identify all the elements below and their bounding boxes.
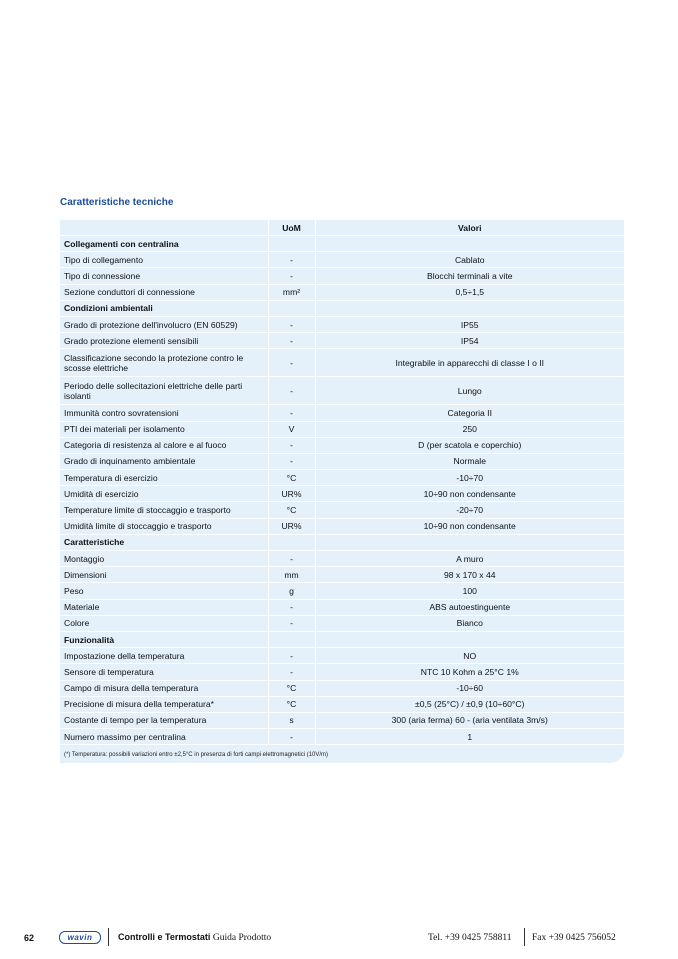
row-value: D (per scatola e coperchio) [315,437,624,453]
spec-table [60,220,624,745]
table-row [60,470,624,486]
table-row [60,567,624,583]
table-row [60,437,624,453]
table-row [60,349,624,377]
row-value: NO [315,648,624,664]
row-label: Classificazione secondo la protezione contro le scosse elettriche [60,349,268,377]
row-value: A muro [315,551,624,567]
row-uom: g [268,583,315,599]
row-uom: °C [268,470,315,486]
row-uom: - [268,551,315,567]
group-value-empty [315,534,624,550]
row-uom: - [268,453,315,469]
row-value: IP54 [315,333,624,349]
row-value: Normale [315,453,624,469]
row-value: ±0,5 (25°C) / ±0,9 (10÷60°C) [315,696,624,712]
row-label: Temperatura di esercizio [60,470,268,486]
row-label: Montaggio [60,551,268,567]
group-uom-empty [268,300,315,316]
header-values: Valori [315,220,624,236]
table-row [60,268,624,284]
row-value: IP55 [315,316,624,332]
table-group-row [60,631,624,647]
row-uom: °C [268,502,315,518]
row-label: Grado di protezione dell'involucro (EN 60529) [60,316,268,332]
row-value: 0,5÷1,5 [315,284,624,300]
row-uom: V [268,421,315,437]
table-row [60,551,624,567]
row-label: PTI dei materiali per isolamento [60,421,268,437]
row-label: Costante di tempo per la temperatura [60,712,268,728]
row-label: Grado protezione elementi sensibili [60,333,268,349]
footer-tel: Tel. +39 0425 758811 [428,933,512,943]
table-header-row [60,220,624,236]
row-value: Bianco [315,615,624,631]
group-label: Condizioni ambientali [60,300,268,316]
row-label: Colore [60,615,268,631]
table-row [60,252,624,268]
row-label: Numero massimo per centralina [60,729,268,745]
row-label: Peso [60,583,268,599]
table-row [60,502,624,518]
row-uom: mm² [268,284,315,300]
wavin-logo: wavin [59,931,101,944]
row-label: Sezione conduttori di connessione [60,284,268,300]
row-value: -20÷70 [315,502,624,518]
group-uom-empty [268,534,315,550]
row-value: NTC 10 Kohm a 25°C 1% [315,664,624,680]
row-value: Integrabile in apparecchi di classe I o II [315,349,624,377]
row-uom: UR% [268,518,315,534]
row-value: 98 x 170 x 44 [315,567,624,583]
table-row [60,284,624,300]
table-row [60,615,624,631]
row-label: Impostazione della temperatura [60,648,268,664]
row-value: Cablato [315,252,624,268]
footnote: (*) Temperatura: possibili variazioni entro ±2,5°C in presenza di forti campi elettromagnetici (10V/m) [64,752,329,758]
table-row [60,648,624,664]
row-uom: - [268,648,315,664]
row-label: Periodo delle sollecitazioni elettriche delle parti isolanti [60,377,268,405]
row-uom: - [268,615,315,631]
row-uom: UR% [268,486,315,502]
row-value: 250 [315,421,624,437]
row-uom: - [268,268,315,284]
row-value: Categoria II [315,405,624,421]
footer-divider [108,928,109,946]
row-label: Grado di inquinamento ambientale [60,453,268,469]
row-uom: mm [268,567,315,583]
table-row [60,453,624,469]
row-label: Tipo di collegamento [60,252,268,268]
row-label: Temperature limite di stoccaggio e trasporto [60,502,268,518]
table-row [60,680,624,696]
footer-fax: Fax +39 0425 756052 [532,933,616,943]
group-value-empty [315,236,624,252]
footer-brand-subtitle: Guida Prodotto [212,933,272,943]
group-label: Funzionalità [60,631,268,647]
row-label: Umidità limite di stoccaggio e trasporto [60,518,268,534]
group-value-empty [315,300,624,316]
row-uom: s [268,712,315,728]
table-row [60,405,624,421]
row-value: Blocchi terminali a vite [315,268,624,284]
row-label: Campo di misura della temperatura [60,680,268,696]
row-label: Umidità di esercizio [60,486,268,502]
footer-divider [524,928,525,946]
header-uom: UoM [268,220,315,236]
row-label: Dimensioni [60,567,268,583]
group-uom-empty [268,236,315,252]
row-label: Sensore di temperatura [60,664,268,680]
row-uom: °C [268,680,315,696]
row-uom: - [268,599,315,615]
row-value: 1 [315,729,624,745]
group-label: Collegamenti con centralina [60,236,268,252]
footer-brand [118,932,271,943]
table-row [60,518,624,534]
spec-table-body [60,236,624,745]
row-uom: - [268,333,315,349]
table-row [60,333,624,349]
row-value: ABS autoestinguente [315,599,624,615]
row-uom: - [268,729,315,745]
section-title: Caratteristiche tecniche [60,197,174,208]
group-uom-empty [268,631,315,647]
row-value: Lungo [315,377,624,405]
row-value: -10÷60 [315,680,624,696]
row-value: 300 (aria ferma) 60 - (aria ventilata 3m/s) [315,712,624,728]
row-value: 100 [315,583,624,599]
group-value-empty [315,631,624,647]
table-row [60,729,624,745]
footer-brand-title: Controlli e Termostati [118,932,211,942]
group-label: Caratteristiche [60,534,268,550]
table-group-row [60,236,624,252]
table-group-row [60,300,624,316]
table-row [60,599,624,615]
header-label [60,220,268,236]
table-row [60,696,624,712]
row-uom: - [268,316,315,332]
table-group-row [60,534,624,550]
row-label: Tipo di connessione [60,268,268,284]
spec-panel [60,220,624,763]
page-number: 62 [24,933,35,943]
row-uom: - [268,349,315,377]
row-uom: °C [268,696,315,712]
row-uom: - [268,252,315,268]
table-row [60,377,624,405]
table-row [60,316,624,332]
table-row [60,583,624,599]
row-label: Categoria di resistenza al calore e al fuoco [60,437,268,453]
row-label: Materiale [60,599,268,615]
row-uom: - [268,437,315,453]
table-row [60,486,624,502]
row-label: Precisione di misura della temperatura* [60,696,268,712]
row-value: 10÷90 non condensante [315,518,624,534]
row-uom: - [268,664,315,680]
table-row [60,712,624,728]
table-row [60,421,624,437]
row-uom: - [268,377,315,405]
row-uom: - [268,405,315,421]
page-footer [0,931,678,945]
row-value: 10÷90 non condensante [315,486,624,502]
row-value: -10÷70 [315,470,624,486]
row-label: Immunità contro sovratensioni [60,405,268,421]
table-row [60,664,624,680]
